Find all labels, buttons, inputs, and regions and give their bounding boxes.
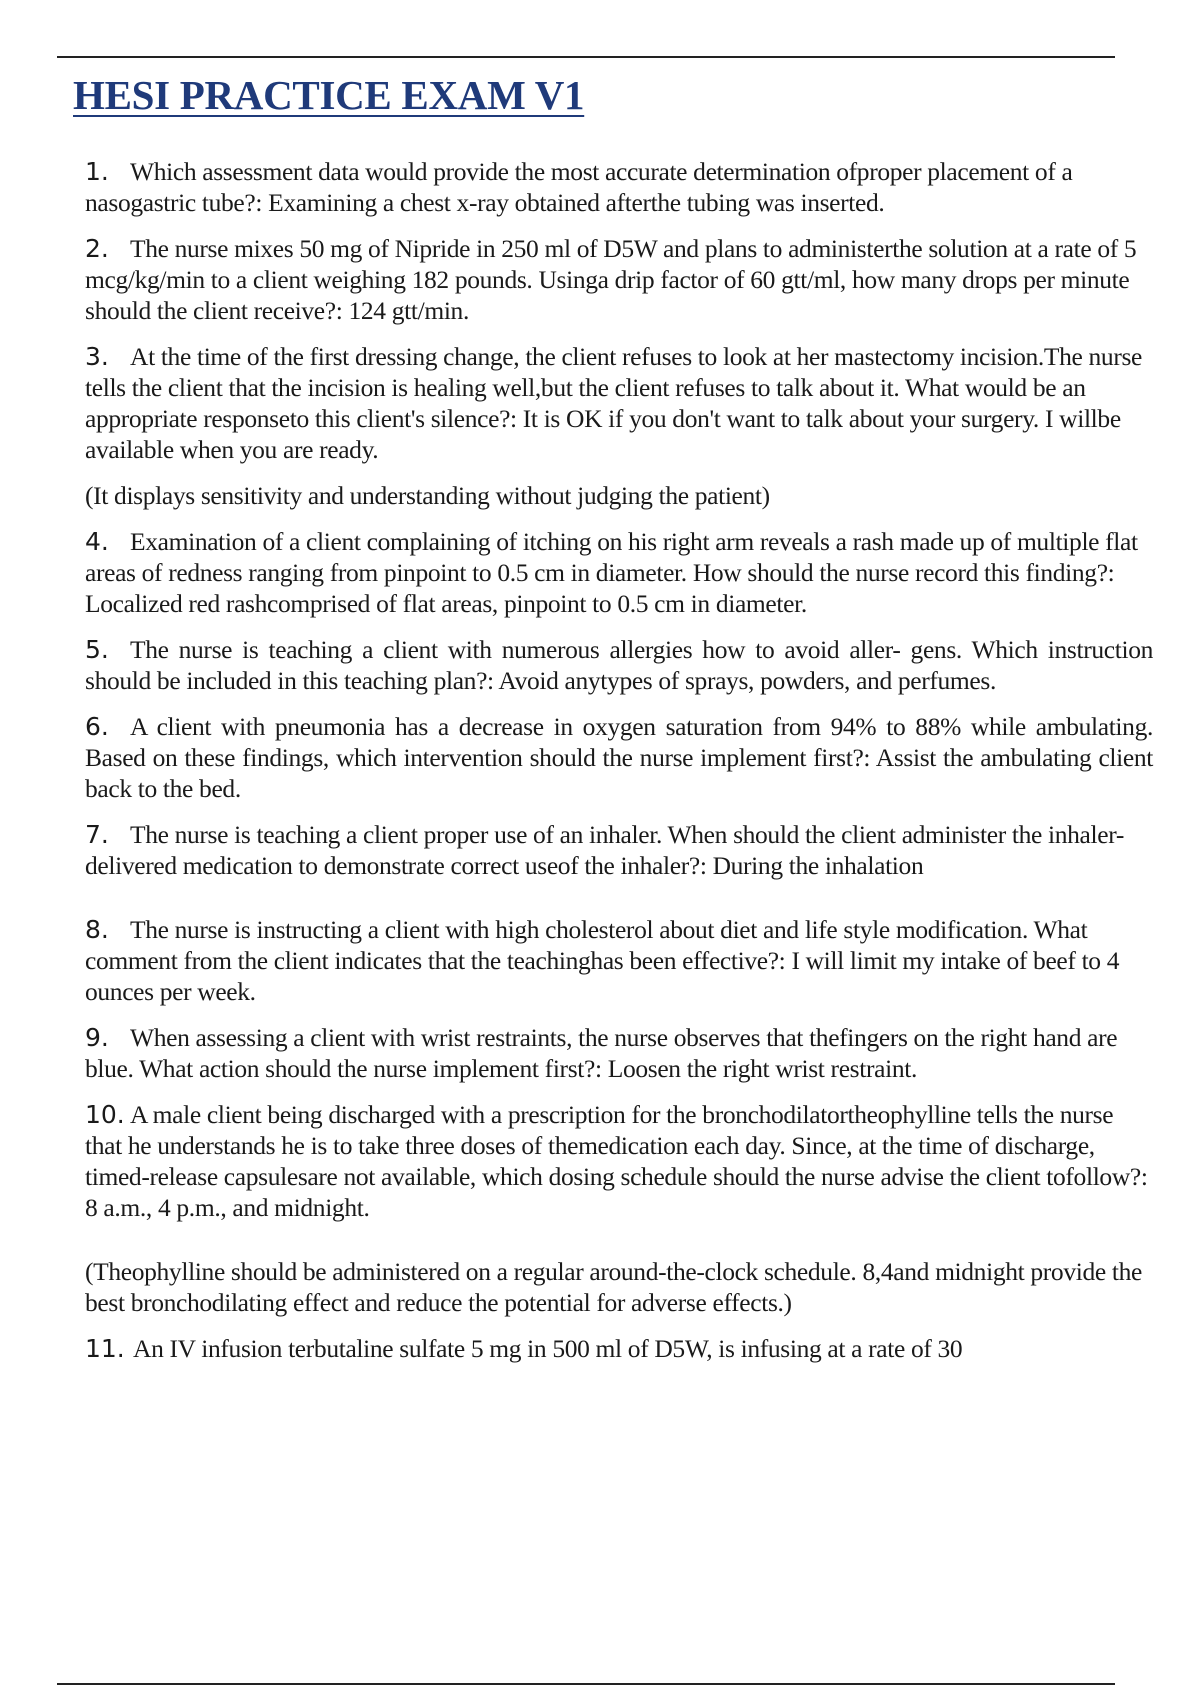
note-text: (Theophylline should be administered on a regular around-the-clock schedule. 8,4and midnight provide the best bronchodilating effect and reduce the potential for adverse effects.) — [85, 1257, 1142, 1317]
question-text: Which assessment data would provide the most accurate determination ofproper placement of a nasogastric tube?: Examining a chest x-ray obtained afterthe tubing was inserted. — [85, 157, 1073, 217]
question-text: A client with pneumonia has a decrease in oxygen saturation from 94% to 88% while ambulating. Based on these findings, which intervention should the nurse implement first?: Assist the ambulating client back to the bed. — [85, 712, 1153, 803]
question-number: 3. — [85, 342, 109, 371]
question-list — [85, 156, 1153, 1379]
question-text: The nurse is teaching a client with numerous allergies how to avoid aller- gens. Which instruction should be included in this teaching plan?: Avoid anytypes of sprays, powders, and perfumes. — [85, 635, 1153, 695]
question-text: The nurse is instructing a client with high cholesterol about diet and life style modification. What comment from the client indicates that the teachinghas been effective?: I will limit my intake of beef to 4 ounces per week. — [85, 915, 1120, 1006]
question-10 — [85, 1099, 1153, 1223]
question-text: When assessing a client with wrist restraints, the nurse observes that thefingers on the right hand are blue. What action should the nurse implement first?: Loosen the right wrist restraint. — [85, 1023, 1118, 1083]
question-text: Examination of a client complaining of itching on his right arm reveals a rash made up of multiple flat areas of redness ranging from pinpoint to 0.5 cm in diameter. How should the nurse record this finding?: Localized red rashcomprised of flat areas, pinpoint to 0.5 cm in diameter. — [85, 527, 1138, 618]
question-number: 2. — [85, 234, 109, 263]
question-number: 7. — [85, 820, 109, 849]
question-9 — [85, 1022, 1153, 1084]
question-2 — [85, 233, 1153, 326]
question-number: 11. — [85, 1334, 125, 1363]
bottom-rule — [57, 1683, 1115, 1685]
question-text: An IV infusion terbutaline sulfate 5 mg in 500 ml of D5W, is infusing at a rate of 30 — [133, 1334, 963, 1363]
page-title: HESI PRACTICE EXAM V1 — [73, 72, 585, 118]
question-1 — [85, 156, 1153, 218]
question-number: 1. — [85, 157, 109, 186]
note-10 — [85, 1256, 1153, 1318]
question-number: 5. — [85, 635, 109, 664]
question-number: 6. — [85, 712, 109, 741]
question-text: The nurse is teaching a client proper use of an inhaler. When should the client administer the inhaler-delivered medication to demonstrate correct useof the inhaler?: During the inhalation — [85, 820, 1124, 880]
question-6 — [85, 711, 1153, 804]
question-number: 9. — [85, 1023, 109, 1052]
question-text: At the time of the first dressing change, the client refuses to look at her mastectomy incision.The nurse tells the client that the incision is healing well,but the client refuses to talk about it. What would be an appropriate responseto this client's silence?: It is OK if you don't want to talk about your surgery. I willbe available when you are ready. — [85, 342, 1143, 464]
question-7 — [85, 819, 1153, 881]
question-number: 8. — [85, 915, 109, 944]
note-3 — [85, 480, 1153, 511]
question-8 — [85, 914, 1153, 1007]
question-number: 4. — [85, 527, 109, 556]
question-11 — [85, 1333, 1153, 1364]
question-5 — [85, 634, 1153, 696]
question-text: The nurse mixes 50 mg of Nipride in 250 ml of D5W and plans to administerthe solution at a rate of 5 mcg/kg/min to a client weighing 182 pounds. Usinga drip factor of 60 gtt/ml, how many drops per minute should the client receive?: 124 gtt/min. — [85, 234, 1137, 325]
question-number: 10. — [85, 1100, 125, 1129]
question-text: A male client being discharged with a prescription for the bronchodilatortheophylline tells the nurse that he understands he is to take three doses of themedication each day. Since, at the time of discharge, timed-release capsulesare not available, which dosing schedule should the nurse advise the client tofollow?: 8 a.m., 4 p.m., and midnight. — [85, 1100, 1148, 1222]
top-rule — [57, 56, 1115, 58]
question-3 — [85, 341, 1153, 465]
question-4 — [85, 526, 1153, 619]
note-text: (It displays sensitivity and understanding without judging the patient) — [85, 481, 770, 510]
